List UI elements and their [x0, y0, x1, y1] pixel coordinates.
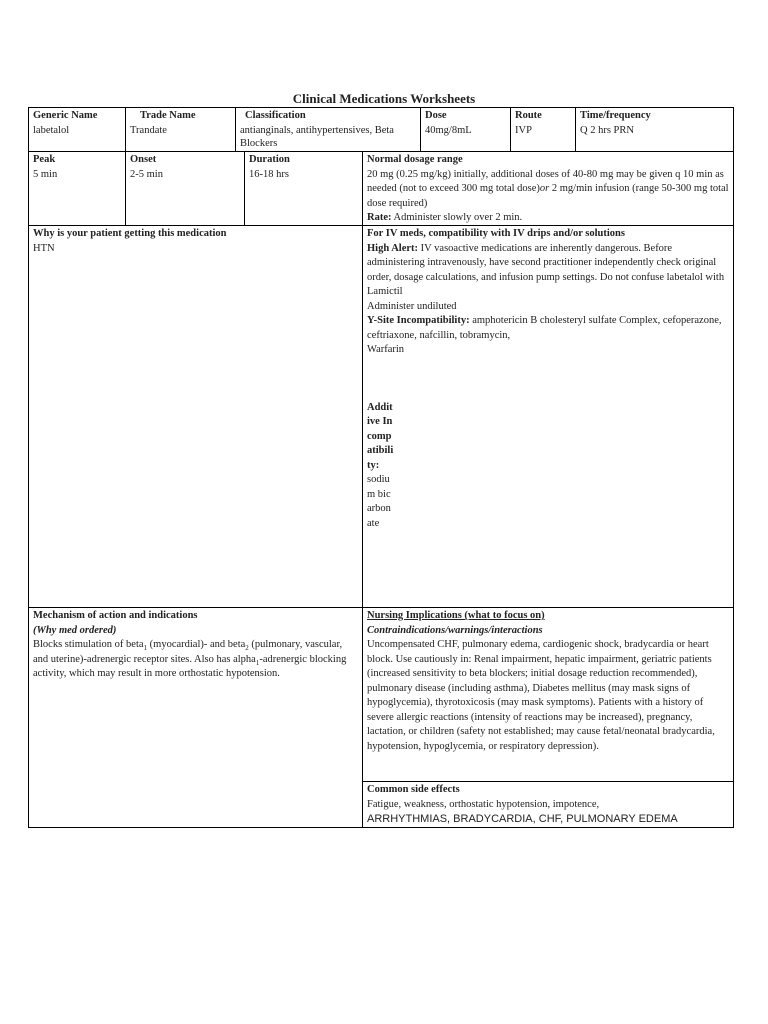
duration-value: 16-18 hrs — [249, 168, 289, 180]
peak-value: 5 min — [33, 168, 58, 180]
classification-cell — [236, 108, 420, 151]
duration-cell — [245, 152, 362, 225]
y-site-label: Y-Site Incompatibility: — [367, 315, 470, 326]
classification-value: antianginals, antihypertensives, Beta Blockers — [240, 124, 394, 149]
mechanism-subscript: 2 — [245, 644, 249, 653]
why-medication-cell — [29, 226, 362, 607]
trade-name-value: Trandate — [130, 124, 167, 136]
mechanism-label: Mechanism of action and indications — [33, 610, 198, 621]
mechanism-subscript: 1 — [143, 644, 148, 653]
dose-value: 40mg/8mL — [425, 124, 472, 136]
additive-label: Additive Incompatibility: — [367, 401, 394, 471]
mechanism-text-c: (pulmonary, vascular, and uterine)-adrenergic receptor sites. Also has alpha — [33, 639, 343, 665]
high-alert-label: High Alert: — [367, 242, 419, 254]
route-value: IVP — [515, 124, 532, 136]
high-alert-text — [367, 242, 730, 300]
mechanism-text-b: (myocardial)- and beta — [147, 639, 246, 650]
iv-compatibility-label: For IV meds, compatibility with IV drips and/or solutions — [367, 228, 625, 239]
dose-cell — [421, 108, 510, 151]
y-site-text — [367, 314, 730, 343]
rate-line — [367, 211, 730, 225]
side-effects-label: Common side effects — [367, 784, 460, 795]
onset-label: Onset — [130, 154, 157, 165]
onset-value: 2-5 min — [130, 168, 163, 180]
generic-name-value: labetalol — [33, 124, 70, 136]
medication-worksheet-table — [28, 107, 734, 828]
mechanism-text-d: -adrenergic blocking activity, which may result in more orthostatic hypotension. — [33, 653, 347, 679]
time-frequency-value: Q 2 hrs PRN — [580, 124, 634, 136]
nursing-implications-label: Nursing Implications (what to focus on) — [367, 610, 545, 621]
trade-name-label: Trade Name — [140, 110, 196, 121]
mechanism-text-a: Blocks stimulation of beta — [33, 639, 144, 650]
contraindications-label: Contraindications/warnings/interactions — [367, 624, 543, 636]
rate-label: Rate: — [367, 212, 392, 223]
mechanism-sublabel: (Why med ordered) — [33, 624, 117, 636]
peak-label: Peak — [33, 154, 56, 165]
dose-label: Dose — [425, 110, 447, 121]
normal-dosage-or: or — [539, 183, 550, 194]
mechanism-text — [33, 638, 359, 682]
administer-undiluted: Administer undiluted — [367, 300, 457, 312]
duration-label: Duration — [249, 154, 290, 165]
side-effects-text: Fatigue, weakness, orthostatic hypotension, impotence, — [367, 798, 600, 810]
route-label: Route — [515, 110, 542, 121]
mechanism-subscript: 1 — [255, 658, 260, 667]
trade-name-cell — [126, 108, 235, 151]
side-effects-cell — [363, 782, 733, 828]
time-frequency-cell — [576, 108, 733, 151]
y-site-body: amphotericin B cholesteryl sulfate Complex, cefoperazone, ceftriaxone, nafcillin, tobramycin, — [367, 315, 722, 341]
normal-dosage-text — [367, 168, 730, 212]
side-effects-caps: ARRHYTHMIAS, BRADYCARDIA, CHF, PULMONARY EDEMA — [367, 813, 678, 825]
mechanism-cell — [29, 608, 362, 828]
generic-name-label: Generic Name — [33, 110, 98, 121]
why-medication-label: Why is your patient getting this medication — [33, 228, 227, 239]
why-medication-value: HTN — [33, 242, 55, 254]
additive-value: sodium bicarbonate — [367, 474, 391, 529]
page-title: Clinical Medications Worksheets — [292, 91, 476, 106]
peak-cell — [29, 152, 125, 225]
normal-dosage-part2: 2 mg/min infusion (range 50-300 mg total dose required) — [367, 183, 729, 209]
normal-dosage-label: Normal dosage range — [367, 154, 463, 165]
normal-dosage-cell — [363, 152, 733, 225]
normal-dosage-part1: 20 mg (0.25 mg/kg) initially, additional doses of 40-80 mg may be given q 10 min as needed (not to exceed 300 mg total dose) — [367, 168, 724, 194]
high-alert-body: IV vasoactive medications are inherently dangerous. Before administering intravenously, have second practitioner independently check original order, dosage calculations, and infusion pump settings. Do not confuse labetalol with Lamictil — [367, 242, 725, 297]
time-frequency-label: Time/frequency — [580, 110, 651, 121]
route-cell — [511, 108, 575, 151]
rate-value: Administer slowly over 2 min. — [391, 212, 523, 223]
y-site-warfarin: Warfarin — [367, 344, 405, 355]
nursing-implications-cell — [363, 608, 733, 781]
iv-compatibility-cell — [363, 226, 733, 607]
onset-cell — [126, 152, 244, 225]
contraindications-text: Uncompensated CHF, pulmonary edema, cardiogenic shock, bradycardia or heart block. Use cautiously in: Renal impairment, hepatic impairment, geriatric patients (increased sensitivity to beta blockers; initial dosage reduction recommended), pulmonary disease (including asthma), Diabetes mellitus (may mask signs of hypoglycemia), thyrotoxicosis (may mask symptoms). Patients with a history of severe allergic reactions (intensity of reactions may be increased), pregnancy, lactation, or children (safety not established; may cause fetal/neonatal bradycardia, hypotension, hypoglycemia, or respiratory depression). — [367, 639, 715, 752]
classification-label: Classification — [245, 110, 306, 121]
generic-name-cell — [29, 108, 125, 151]
additive-incompatibility — [367, 401, 395, 532]
